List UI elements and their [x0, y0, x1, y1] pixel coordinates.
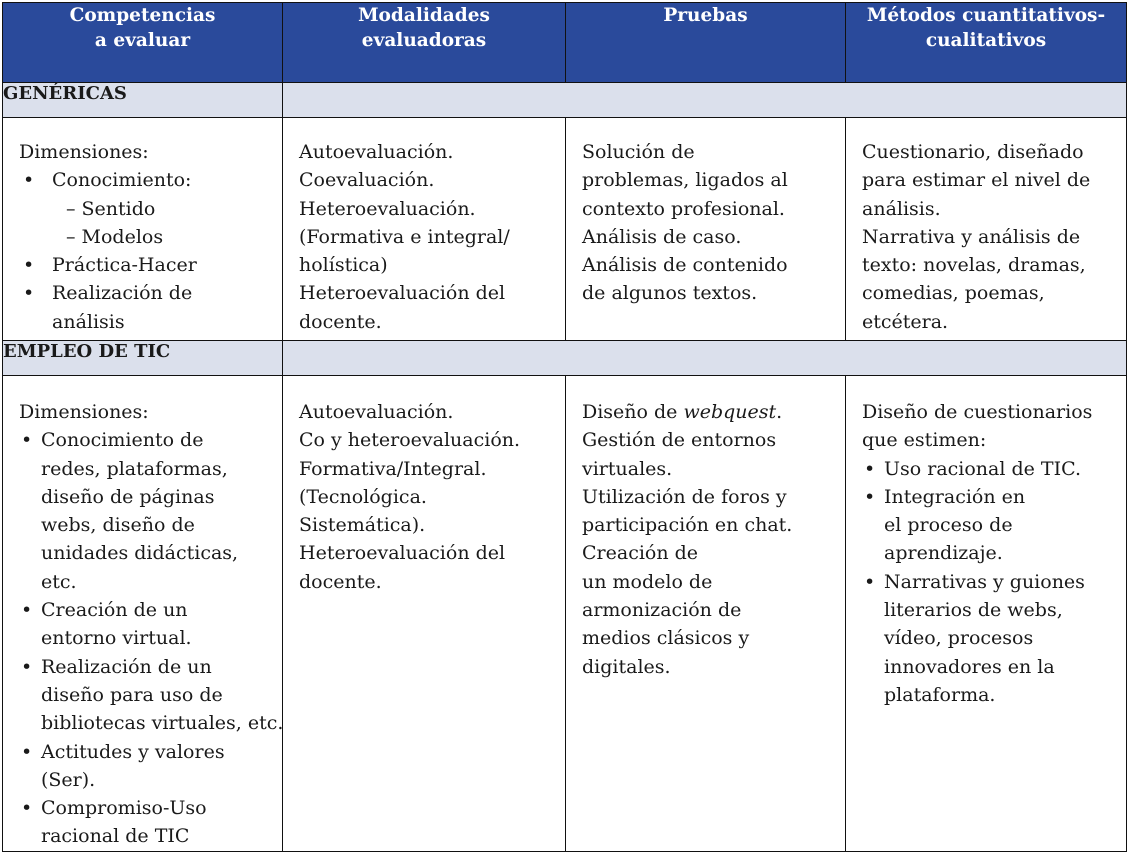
tic-pruebas: Diseño de webquest. Gestión de entornos virtuales. Utilización de foros y participación en chat. Creación de un modelo de armonización de medios clásicos y digitales. — [566, 376, 846, 852]
genericas-metodos: Cuestionario, diseñado para estimar el nivel de análisis. Narrativa y análisis de texto: novelas, dramas, comedias, poemas, etcétera. — [846, 118, 1127, 341]
genericas-content-row — [3, 118, 1127, 341]
genericas-competencias: Dimensiones: • Conocimiento: – Sentido – Modelos • Práctica-Hacer • Realización de análisis — [3, 118, 283, 341]
list-item: • Realización de análisis — [19, 279, 274, 336]
genericas-pruebas: Solución de problemas, ligados al contexto profesional. Análisis de caso. Análisis de contenido de algunos textos. — [566, 118, 846, 341]
header-metodos: Métodos cuantitativos- cualitativos — [846, 3, 1127, 83]
list-item: • Creación de un entorno virtual. — [19, 596, 274, 653]
competencias-table — [2, 2, 1127, 852]
section-fill — [283, 341, 1127, 376]
list-item: • Conocimiento: — [19, 166, 274, 194]
conocimiento-sublist — [19, 195, 274, 252]
list-item: • Integración en el proceso de aprendizaje. — [862, 483, 1118, 568]
tic-metodos: Diseño de cuestionarios que estimen: • Uso racional de TIC. • Integración en el proceso de aprendizaje. • Narrativas y guiones literarios de webs, vídeo, procesos innovadores en la plataforma. — [846, 376, 1127, 852]
genericas-competencias-list — [19, 166, 274, 194]
header-pruebas: Pruebas — [566, 3, 846, 83]
section-tic-row — [3, 341, 1127, 376]
header-modalidades: Modalidades evaluadoras — [283, 3, 566, 83]
list-item: • Uso racional de TIC. — [862, 455, 1118, 483]
section-fill — [283, 83, 1127, 118]
list-item: • Narrativas y guiones literarios de webs, vídeo, procesos innovadores en la plataforma. — [862, 568, 1118, 709]
list-item: • Realización de un diseño para uso de bibliotecas virtuales, etc. — [19, 653, 274, 738]
list-item: • Actitudes y valores (Ser). — [19, 738, 274, 795]
list-item: • Compromiso-Uso racional de TIC — [19, 794, 274, 851]
section-title-genericas: GENÉRICAS — [3, 83, 283, 118]
tic-competencias: Dimensiones: • Conocimiento de redes, plataformas, diseño de páginas webs, diseño de unidades didácticas, etc. • Creación de un entorno virtual. • Realización de un diseño para uso de bibliotecas virtuales, etc. • Actitudes y valores (Ser). • Compromiso-Uso racional de TIC — [3, 376, 283, 852]
list-item: • Práctica-Hacer — [19, 251, 274, 279]
webquest-line: Diseño de webquest. — [582, 401, 783, 423]
section-title-tic: EMPLEO DE TIC — [3, 341, 283, 376]
genericas-modalidades: Autoevaluación. Coevaluación. Heteroevaluación. (Formativa e integral/ holística) Heteroevaluación del docente. — [283, 118, 566, 341]
tic-content-row — [3, 376, 1127, 852]
section-genericas-row — [3, 83, 1127, 118]
list-item: • Conocimiento de redes, plataformas, diseño de páginas webs, diseño de unidades didácticas, etc. — [19, 426, 274, 596]
header-competencias: Competencias a evaluar — [3, 3, 283, 83]
tic-modalidades: Autoevaluación. Co y heteroevaluación. Formativa/Integral. (Tecnológica. Sistemática). Heteroevaluación del docente. — [283, 376, 566, 852]
list-item: – Modelos — [66, 225, 164, 248]
list-item: – Sentido — [66, 197, 156, 220]
header-row — [3, 3, 1127, 83]
tic-competencias-list — [19, 426, 284, 850]
tic-metodos-list — [862, 455, 1118, 710]
